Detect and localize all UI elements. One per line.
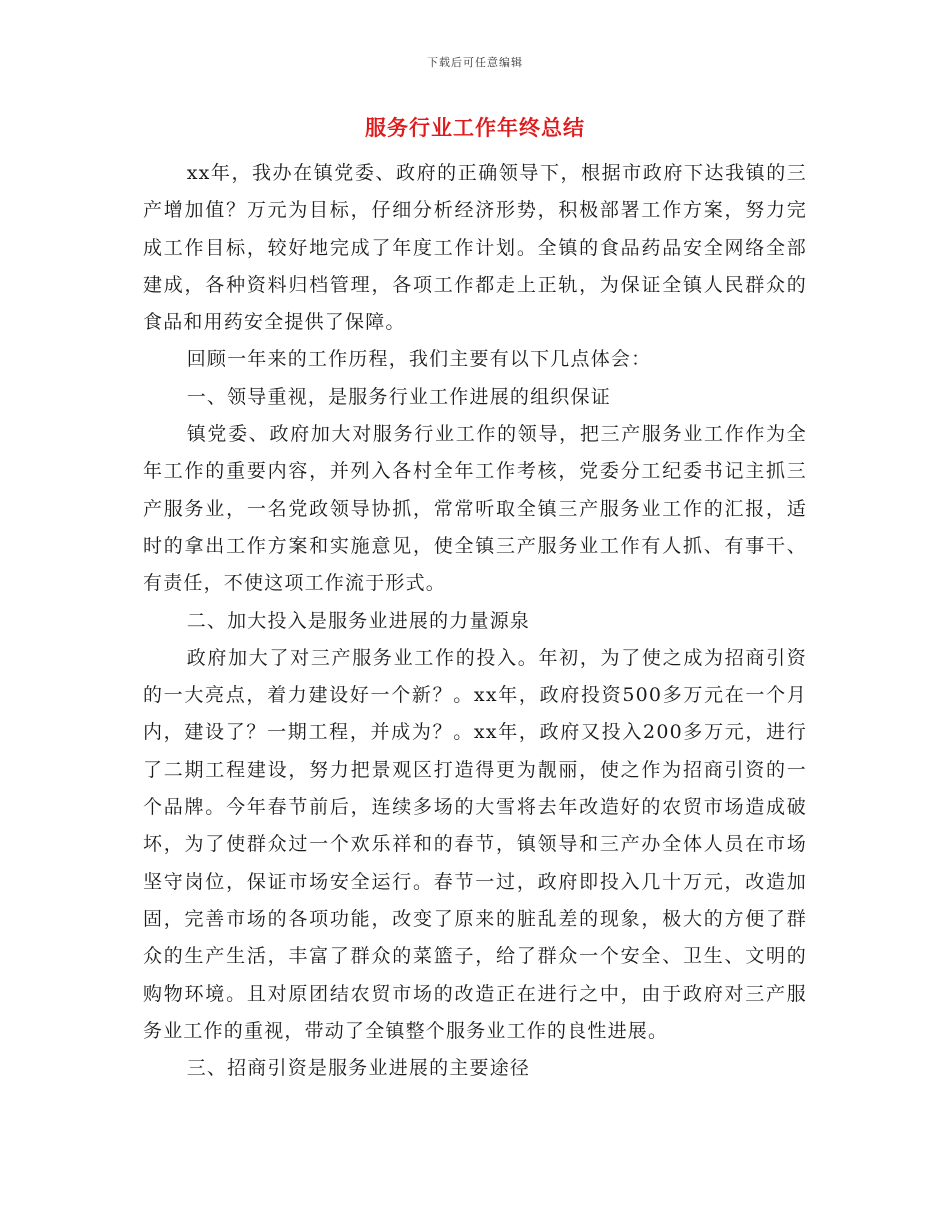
section-heading-1: 一、领导重视，是服务行业工作进展的组织保证 [186,385,611,408]
section-heading-3: 三、招商引资是服务业进展的主要途径 [186,1057,531,1080]
header-note: 下载后可任意编辑 [427,56,523,69]
document-title: 服务行业工作年终总结 [365,116,585,140]
paragraph-section-1: 镇党委、政府加大对服务行业工作的领导，把三产服务业工作作为全年工作的重要内容，并列入各村全年工作考核，党委分工纪委书记主抓三产服务业，一名党政领导协抓，常常听取全镇三产服务业工作的汇报，适时的拿出工作方案和实施意见，使全镇三产服务业工作有人抓、有事干、有责任，不使这项工作流于形式。 [143,423,807,595]
document-body [143,155,807,1087]
paragraph-review: 回顾一年来的工作历程，我们主要有以下几点体会： [186,348,652,371]
paragraph-intro: xx年，我办在镇党委、政府的正确领导下，根据市政府下达我镇的三产增加值？万元为目标，仔细分析经济形势，积极部署工作方案，努力完成工作目标，较好地完成了年度工作计划。全镇的食品药品安全网络全部建成，各种资料归档管理，各项工作都走上正轨，为保证全镇人民群众的食品和用药安全提供了保障。 [143,162,807,334]
paragraph-section-2: 政府加大了对三产服务业工作的投入。年初，为了使之成为招商引资的一大亮点，着力建设好一个新？。xx年，政府投资500多万元在一个月内，建设了？一期工程，并成为？。xx年，政府又投入200多万元，进行了二期工程建设，努力把景观区打造得更为靓丽，使之作为招商引资的一个品牌。今年春节前后，连续多场的大雪将去年改造好的农贸市场造成破坏，为了使群众过一个欢乐祥和的春节，镇领导和三产办全体人员在市场坚守岗位，保证市场安全运行。春节一过，政府即投入几十万元，改造加固，完善市场的各项功能，改变了原来的脏乱差的现象，极大的方便了群众的生产生活，丰富了群众的菜篮子，给了群众一个安全、卫生、文明的购物环境。且对原团结农贸市场的改造正在进行之中，由于政府对三产服务业工作的重视，带动了全镇整个服务业工作的良性进展。 [143,646,807,1042]
section-heading-2: 二、加大投入是服务业进展的力量源泉 [186,609,531,632]
